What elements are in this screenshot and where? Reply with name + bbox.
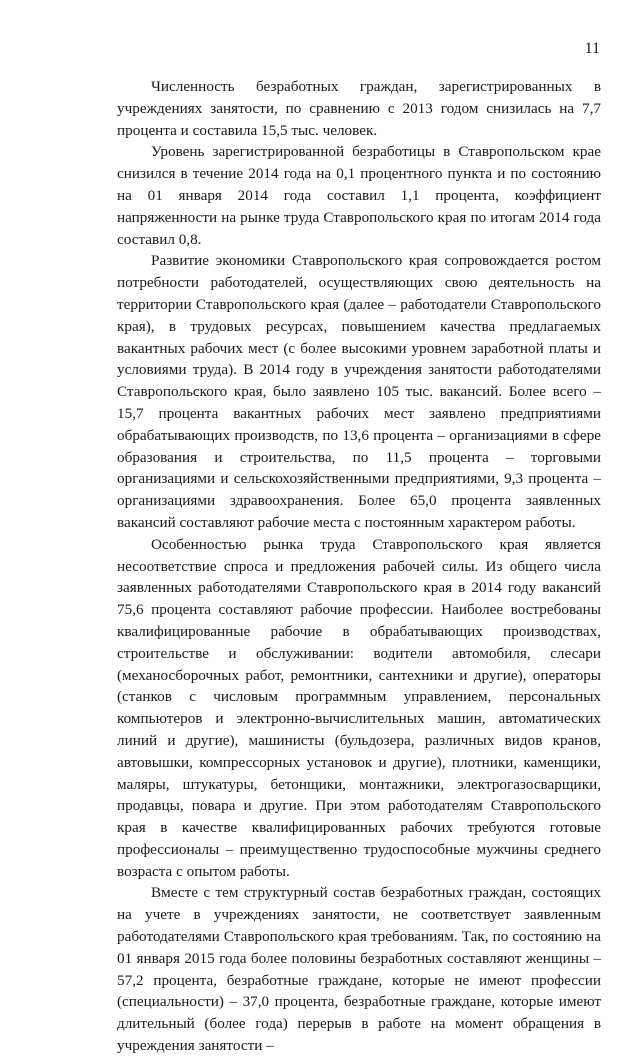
paragraph-unemployed-count: Численность безработных граждан, зарегистрированных в учреждениях занятости, по сравнению с 2013 годом снизилась на 7,7 процента и составила 15,5 тыс. человек. xyxy=(117,78,601,139)
paragraph-economy-vacancies: Развитие экономики Ставропольского края сопровождается ростом потребности работодателей, осуществляющих свою деятельность на территории Ставропольского края (далее – работодатели Ставропольского края), в трудовых ресурсах, повышением качества предлагаемых вакантных рабочих мест (с более высокими уровнем заработной платы и условиями труда). В 2014 году в учреждения занятости работодателями Ставропольского края, было заявлено 105 тыс. вакансий. Более всего – 15,7 процента вакантных рабочих мест заявлено предприятиями обрабатывающих производств, по 13,6 процента – организациями в сфере образования и строительства, по 11,5 процента – торговыми организациями и сельскохозяйственными предприятиями, 9,3 процента – организациями здравоохранения. Более 65,0 процента заявленных вакансий составляют рабочие места с постоянным характером работы. xyxy=(117,252,601,531)
page-number: 11 xyxy=(584,40,600,57)
paragraph-unemployment-rate: Уровень зарегистрированной безработицы в Ставропольском крае снизился в течение 2014 года на 0,1 процентного пункта и по состоянию на 01 января 2014 года составил 1,1 процента, коэффициент напряженности на рынке труда Ставропольского края по итогам 2014 года составил 0,8. xyxy=(117,143,601,248)
paragraph-unemployed-structure: Вместе с тем структурный состав безработных граждан, состоящих на учете в учреждениях занятости, не соответствует заявленным работодателями Ставропольского края требованиям. Так, по состоянию на 01 января 2015 года более половины безработных составляют женщины – 57,2 процента, безработные граждане, которые не имеют профессии (специальности) – 37,0 процента, безработные граждане, которые имеют длительный (более года) перерыв в работе на момент обращения в учреждения занятости – xyxy=(117,884,601,1055)
document-body xyxy=(117,76,601,1057)
paragraph-labor-market-mismatch: Особенностью рынка труда Ставропольского края является несоответствие спроса и предложения рабочей силы. Из общего числа заявленных работодателями Ставропольского края в 2014 году вакансий 75,6 процента составляют рабочие профессии. Наиболее востребованы квалифицированные рабочие в обрабатывающих производствах, строительстве и обслуживании: водители автомобиля, слесари (механосборочных работ, ремонтники, сантехники и другие), операторы (станков с числовым программным управлением, персональных компьютеров и электронно-вычислительных машин, автоматических линий и другие), машинисты (бульдозера, различных видов кранов, автовышки, компрессорных установок и другие), плотники, каменщики, маляры, штукатуры, бетонщики, монтажники, электрогазосварщики, продавцы, повара и другие. При этом работодателям Ставропольского края в качестве квалифицированных рабочих требуются готовые профессионалы – преимущественно трудоспособные мужчины среднего возраста с опытом работы. xyxy=(117,535,601,880)
